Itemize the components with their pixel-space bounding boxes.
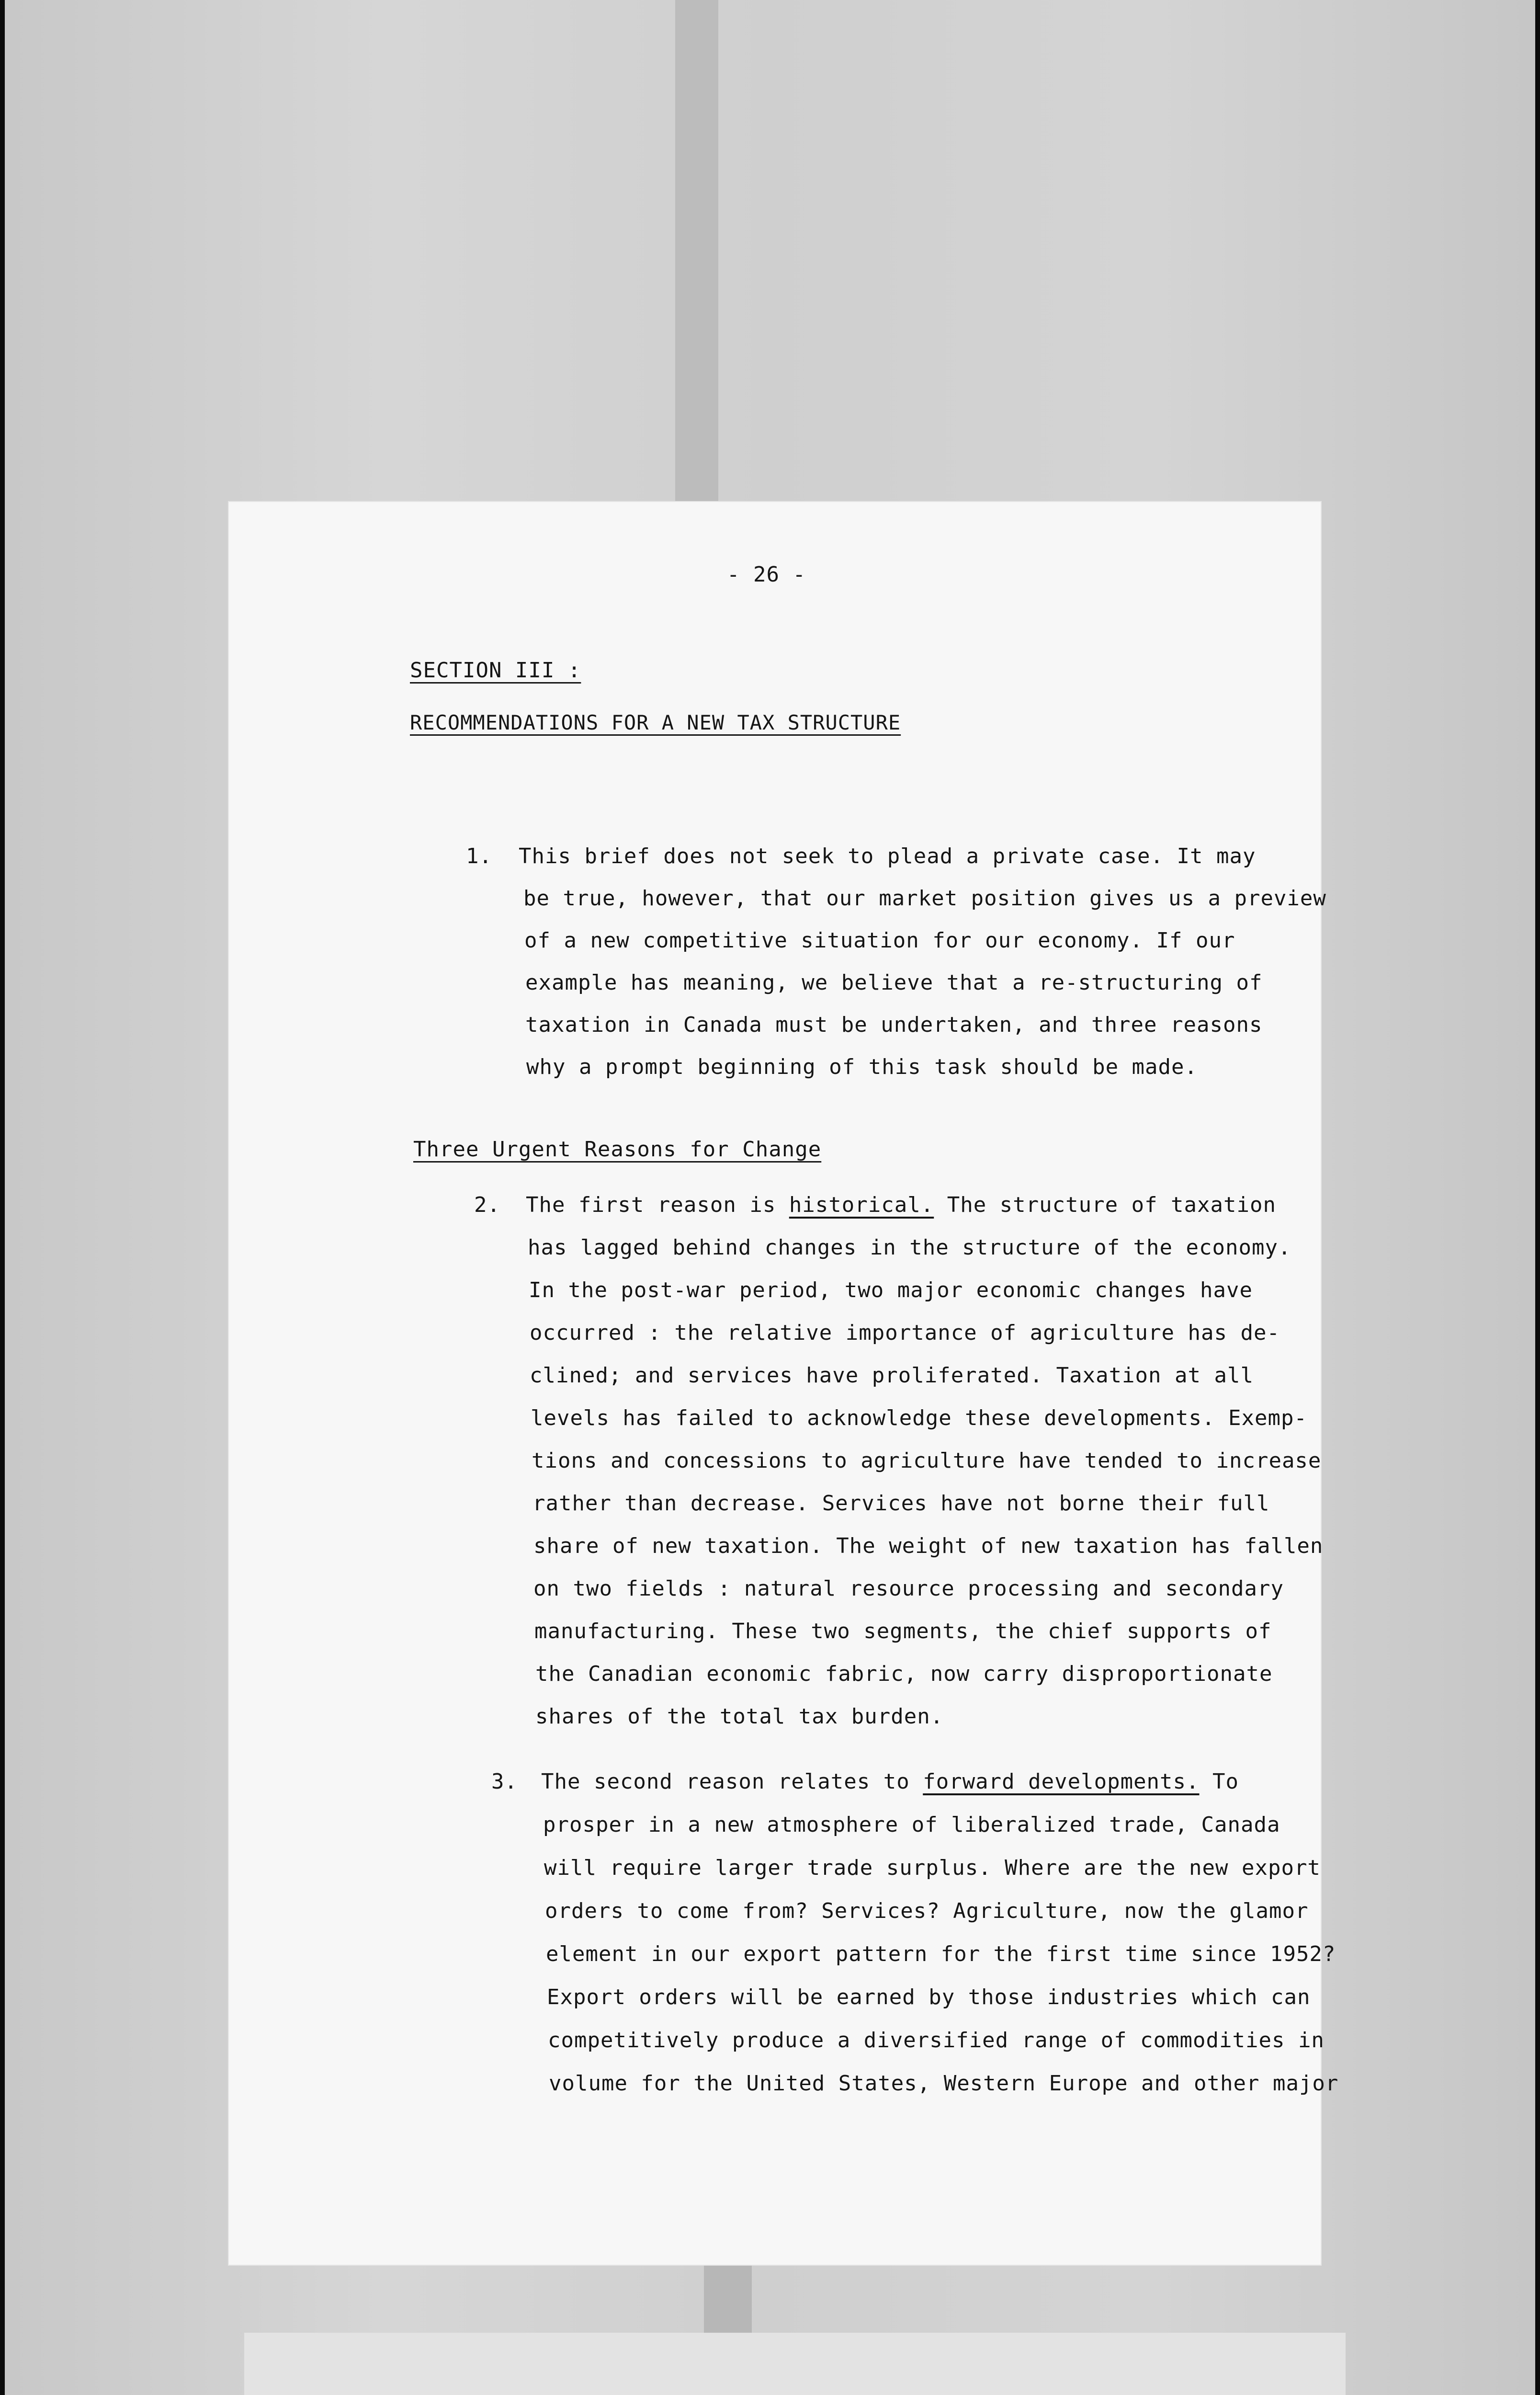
- line-suffix: To: [1199, 1769, 1239, 1794]
- paragraph-line: tions and concessions to agriculture have tended to increase: [532, 1448, 1322, 1473]
- paragraph-line: volume for the United States, Western Europe and other major: [549, 2071, 1339, 2096]
- paragraph-line: levels has failed to acknowledge these developments. Exemp-: [531, 1406, 1307, 1430]
- paragraph-line: competitively produce a diversified range of commodities in: [548, 2028, 1325, 2053]
- archive-label-card: [244, 2333, 1346, 2395]
- paragraph-first-line: [541, 1771, 1239, 1792]
- paragraph-line: In the post-war period, two major economic changes have: [529, 1278, 1253, 1302]
- page-number: - 26 -: [727, 562, 806, 587]
- paragraph-line: share of new taxation. The weight of new taxation has fallen: [533, 1534, 1324, 1558]
- paragraph-line: example has meaning, we believe that a re-structuring of: [525, 970, 1263, 995]
- paragraph-number: 2.: [474, 1193, 500, 1217]
- emphasis-keyword: forward developments.: [923, 1769, 1200, 1794]
- line-prefix: The first reason is: [526, 1193, 789, 1217]
- line-prefix: The second reason relates to: [541, 1769, 923, 1794]
- paragraph-line: This brief does not seek to plead a private case. It may: [519, 844, 1256, 868]
- paragraph-line: be true, however, that our market position gives us a preview: [523, 886, 1326, 911]
- paragraph-line: has lagged behind changes in the structure of the economy.: [528, 1235, 1291, 1260]
- paragraph-line: why a prompt beginning of this task should be made.: [526, 1055, 1198, 1079]
- section-heading: SECTION III :: [410, 658, 581, 683]
- paragraph-line: Export orders will be earned by those industries which can: [547, 1985, 1311, 2009]
- paragraph-line: manufacturing. These two segments, the chief supports of: [534, 1619, 1272, 1643]
- paragraph-first-line: [526, 1195, 1276, 1216]
- paragraph-line: shares of the total tax burden.: [535, 1704, 944, 1729]
- paragraph-line: element in our export pattern for the first time since 1952?: [546, 1942, 1336, 1966]
- emphasis-keyword: historical.: [789, 1193, 934, 1217]
- paragraph-line: on two fields : natural resource processing and secondary: [533, 1576, 1284, 1601]
- subheading: Three Urgent Reasons for Change: [413, 1137, 822, 1162]
- line-suffix: The structure of taxation: [934, 1193, 1276, 1217]
- paragraph-number: 1.: [466, 844, 492, 868]
- paragraph-line: orders to come from? Services? Agriculture, now the glamor: [545, 1899, 1309, 1923]
- paragraph-line: will require larger trade surplus. Where are the new export: [544, 1856, 1321, 1880]
- document-page: [229, 502, 1339, 2265]
- paragraph-line: taxation in Canada must be undertaken, and three reasons: [525, 1013, 1263, 1037]
- paragraph-line: occurred : the relative importance of agriculture has de-: [530, 1321, 1280, 1345]
- paragraph-line: the Canadian economic fabric, now carry disproportionate: [535, 1662, 1273, 1686]
- paragraph-line: of a new competitive situation for our economy. If our: [524, 928, 1235, 953]
- paragraph-line: prosper in a new atmosphere of liberalized trade, Canada: [543, 1813, 1280, 1837]
- section-title: RECOMMENDATIONS FOR A NEW TAX STRUCTURE: [410, 711, 901, 734]
- paragraph-line: rather than decrease. Services have not borne their full: [532, 1491, 1270, 1516]
- tape-strip: [675, 0, 718, 502]
- paragraph-number: 3.: [491, 1769, 518, 1794]
- paragraph-line: clined; and services have proliferated. Taxation at all: [530, 1363, 1254, 1388]
